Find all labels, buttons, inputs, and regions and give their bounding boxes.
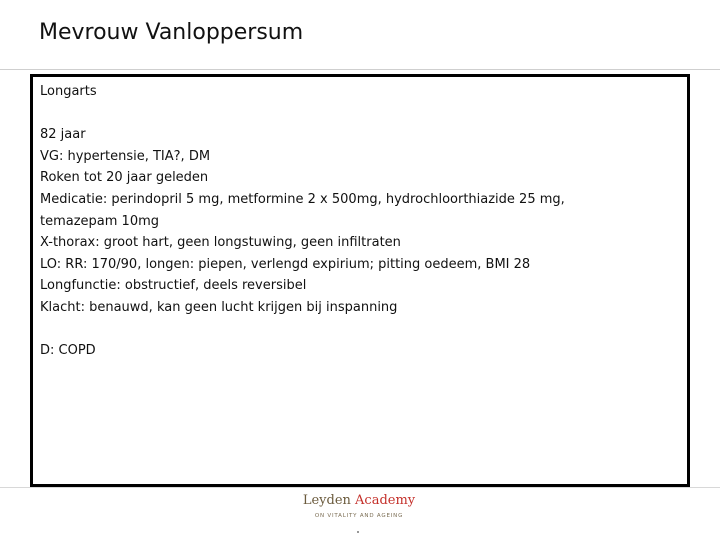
case-line-history: VG: hypertensie, TIA?, DM — [40, 148, 211, 164]
case-description-box — [30, 74, 690, 487]
footer-divider — [0, 487, 720, 488]
footer-dot — [357, 531, 359, 533]
case-text — [40, 81, 679, 362]
case-line-exam: LO: RR: 170/90, longen: piepen, verlengd expirium; pitting oedeem, BMI 28 — [40, 256, 531, 272]
leyden-academy-logo — [300, 493, 418, 519]
case-line-medication: Medicatie: perindopril 5 mg, metformine 2 x 500mg, hydrochloorthiazide 25 mg, — [40, 191, 565, 207]
slide-title: Mevrouw Vanloppersum — [39, 20, 304, 45]
case-line-smoking: Roken tot 20 jaar geleden — [40, 170, 209, 186]
logo-name-part1: Leyden — [302, 493, 356, 508]
case-line-complaint: Klacht: benauwd, kan geen lucht krijgen bij inspanning — [40, 299, 398, 315]
blank-line — [40, 319, 679, 341]
case-line-medication-cont: temazepam 10mg — [40, 213, 160, 229]
blank-line — [40, 103, 679, 125]
case-line-age: 82 jaar — [40, 127, 86, 143]
case-line-lung-function: Longfunctie: obstructief, deels reversibel — [40, 278, 307, 294]
logo-name-part2: Academy — [355, 493, 416, 508]
case-heading: Longarts — [40, 84, 97, 99]
header-divider — [0, 69, 720, 70]
logo-name — [300, 493, 418, 508]
case-line-xray: X-thorax: groot hart, geen longstuwing, geen infiltraten — [40, 235, 401, 251]
case-diagnosis: D: COPD — [40, 343, 96, 359]
logo-tagline: ON VITALITY AND AGEING — [314, 513, 404, 519]
